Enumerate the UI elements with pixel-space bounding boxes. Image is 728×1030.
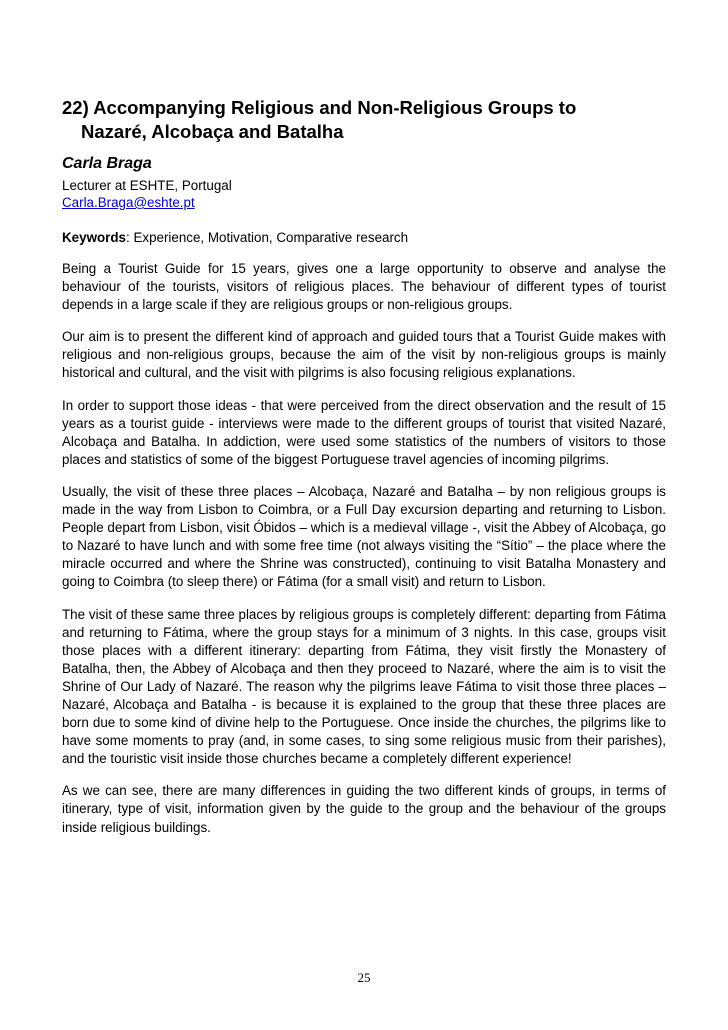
body-paragraph-3: In order to support those ideas - that were perceived from the direct observation and the result of 15 years as a tourist guide - interviews were made to the different groups of tourist that visited Nazaré, Alcobaça and Batalha. In addiction, were used some statistics of the numbers of visitors to those places and statistics of some of the biggest Portuguese travel agencies of incoming pilgrims. <box>62 397 666 467</box>
body-paragraph-2: Our aim is to present the different kind of approach and guided tours that a Tourist Guide makes with religious and non-religious groups, because the aim of the visit by non-religious groups is mainly historical and cultural, and the visit with pilgrims is also focusing religious explanations. <box>62 329 666 381</box>
keywords-line <box>62 229 666 246</box>
keywords-text: : Experience, Motivation, Comparative research <box>126 230 409 245</box>
body-paragraph-5: The visit of these same three places by religious groups is completely different: departing from Fátima and returning to Fátima, where the group stays for a minimum of 3 nights. In this case, groups visit those places with a different itinerary: departing from Fátima, they visit firstly the Monastery of Batalha, then, the Abbey of Alcobaça and then they proceed to Nazaré, where the aim is to visit the Shrine of Our Lady of Nazaré. The reason why the pilgrims leave Fátima to visit those three places – Nazaré, Alcobaça and Batalha - is because it is explained to the group that these three places are born due to some kind of divine help to the Portuguese. Once inside the churches, the pilgrims like to have some moments to pray (and, in some cases, to sing some religious music from their parishes), and the touristic visit inside those churches became a completely different experience! <box>62 606 666 767</box>
body-paragraph-4: Usually, the visit of these three places – Alcobaça, Nazaré and Batalha – by non religious groups is made in the way from Lisbon to Coimbra, or a Full Day excursion departing and returning to Lisbon. People depart from Lisbon, visit Óbidos – which is a medieval village -, visit the Abbey of Alcobaça, go to Nazaré to have lunch and with some free time (not always visiting the “Sítio” – the place where the miracle occurred and where the Shrine was constructed), continuing to visit Batalha Monastery and going to Coimbra (to sleep there) or Fátima (for a small visit) and return to Lisbon. <box>62 483 666 590</box>
author-name: Carla Braga <box>62 155 152 172</box>
body-paragraph-1: Being a Tourist Guide for 15 years, gives one a large opportunity to observe and analyse the behaviour of the tourists, visitors of religious places. The behaviour of different types of tourist depends in a large scale if they are religious groups or non-religious groups. <box>62 261 666 313</box>
page-number: 25 <box>357 970 371 985</box>
title-line-2: Nazaré, Alcobaça and Batalha <box>81 121 344 142</box>
section-title <box>62 96 666 144</box>
author-email-link[interactable]: Carla.Braga@eshte.pt <box>62 195 195 210</box>
keywords-label: Keywords <box>62 230 126 245</box>
document-page <box>62 96 666 837</box>
title-line-1: 22) Accompanying Religious and Non-Religious Groups to <box>62 97 577 118</box>
body-paragraph-6: As we can see, there are many differences in guiding the two different kinds of groups, in terms of itinerary, type of visit, information given by the guide to the group and the behaviour of the groups inside religious buildings. <box>62 783 666 835</box>
author-affiliation: Lecturer at ESHTE, Portugal <box>62 178 232 193</box>
